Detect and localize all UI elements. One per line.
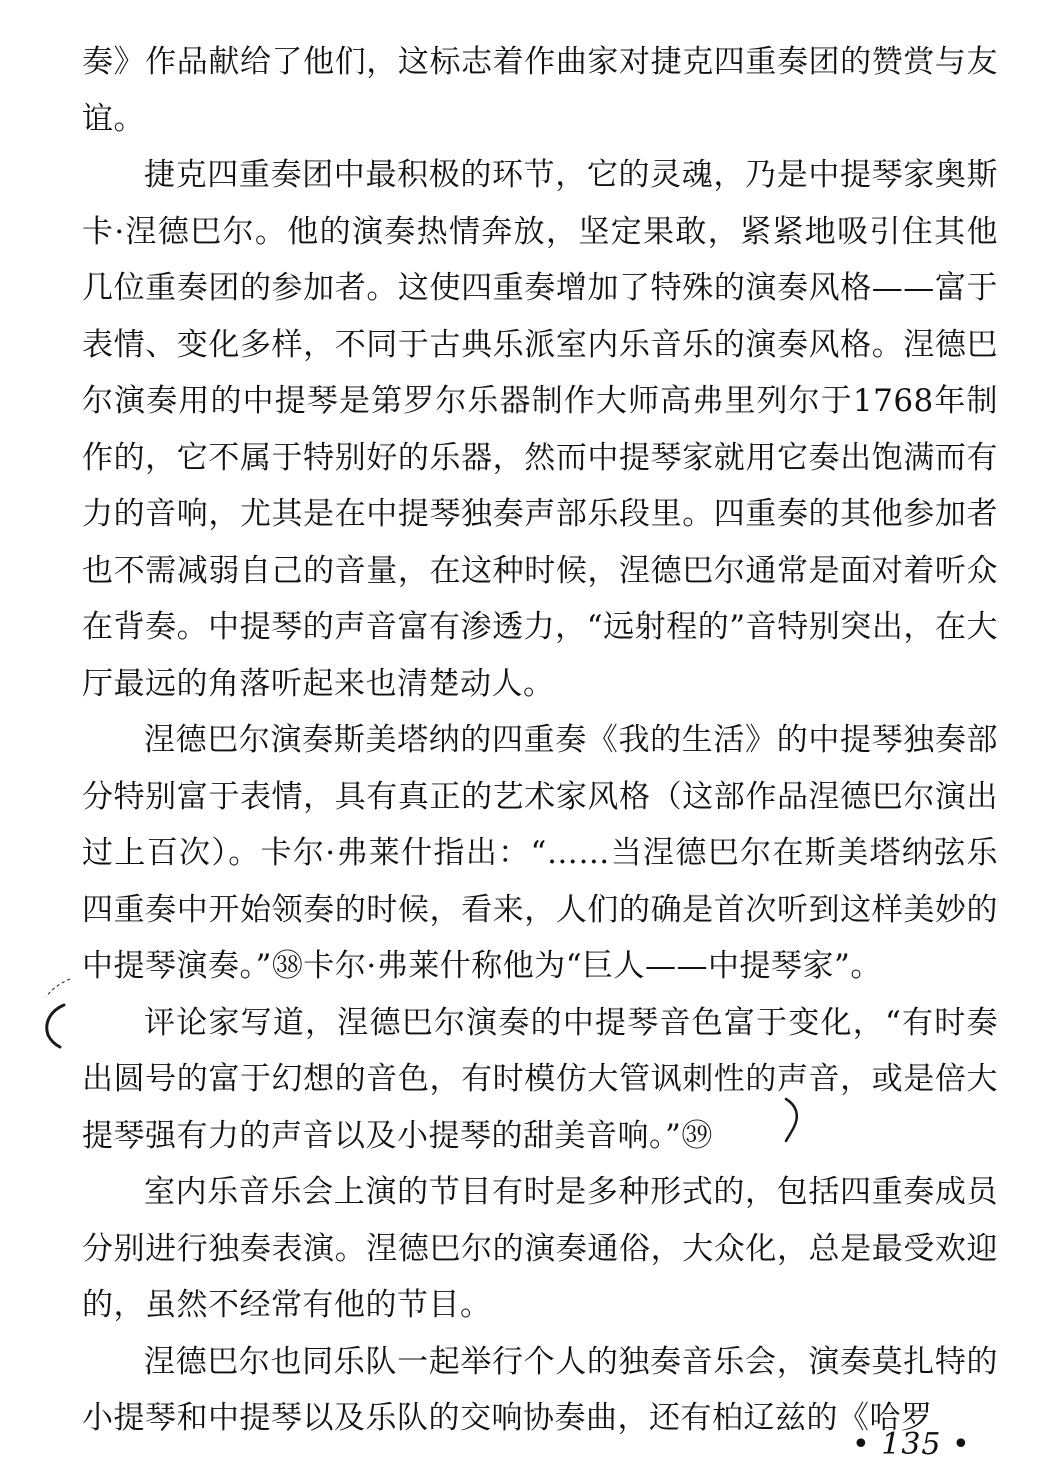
- paragraph-czech-quartet-soul: 捷克四重奏团中最积极的环节，它的灵魂，乃是中提琴家奥斯卡·涅德巴尔。他的演奏热情奔放，坚定果敢，紧紧地吸引住其他几位重奏团的参加者。这使四重奏增加了特殊的演奏风格——富于表情、变化多样，不同于古典乐派室内乐音乐的演奏风格。涅德巴尔演奏用的中提琴是第罗尔乐器制作大师高弗里列尔于1768年制作的，它不属于特别好的乐器，然而中提琴家就用它奏出饱满而有力的音响，尤其是在中提琴独奏声部乐段里。四重奏的其他参加者也不需减弱自己的音量，在这种时候，涅德巴尔通常是面对着听众在背奏。中提琴的声音富有渗透力，“远射程的”音特别突出，在大厅最远的角落听起来也清楚动人。: [82, 157, 998, 702]
- handwritten-open-bracket-mark: [34, 975, 74, 1055]
- paragraph-critic-quote: 评论家写道，涅德巴尔演奏的中提琴音色富于变化，“有时奏出圆号的富于幻想的音色，有时模仿大管讽刺性的声音，或是倍大提琴强有力的声音以及小提琴的甜美音响。”㊴: [82, 1004, 998, 1154]
- page-number: • 135 •: [852, 1427, 971, 1462]
- paragraph-my-life-quartet: 涅德巴尔演奏斯美塔纳的四重奏《我的生活》的中提琴独奏部分特别富于表情，具有真正的艺术家风格（这部作品涅德巴尔演出过上百次）。卡尔·弗莱什指出：“……当涅德巴尔在斯美塔纳弦乐四重奏中开始领奏的时候，看来，人们的确是首次听到这样美妙的中提琴演奏。”㊳卡尔·弗莱什称他为“巨人——中提琴家”。: [82, 722, 998, 984]
- body-text: [82, 34, 998, 1447]
- paragraph-concert-programs: 室内乐音乐会上演的节目有时是多种形式的，包括四重奏成员分别进行独奏表演。涅德巴尔的演奏通俗，大众化，总是最受欢迎的，虽然不经常有他的节目。: [82, 1174, 998, 1323]
- paragraph-continuation: 奏》作品献给了他们，这标志着作曲家对捷克四重奏团的赞赏与友谊。: [82, 44, 998, 137]
- paragraph-solo-concerts: 涅德巴尔也同乐队一起举行个人的独奏音乐会，演奏莫扎特的小提琴和中提琴以及乐队的交响协奏曲，还有柏辽兹的《哈罗: [82, 1343, 998, 1436]
